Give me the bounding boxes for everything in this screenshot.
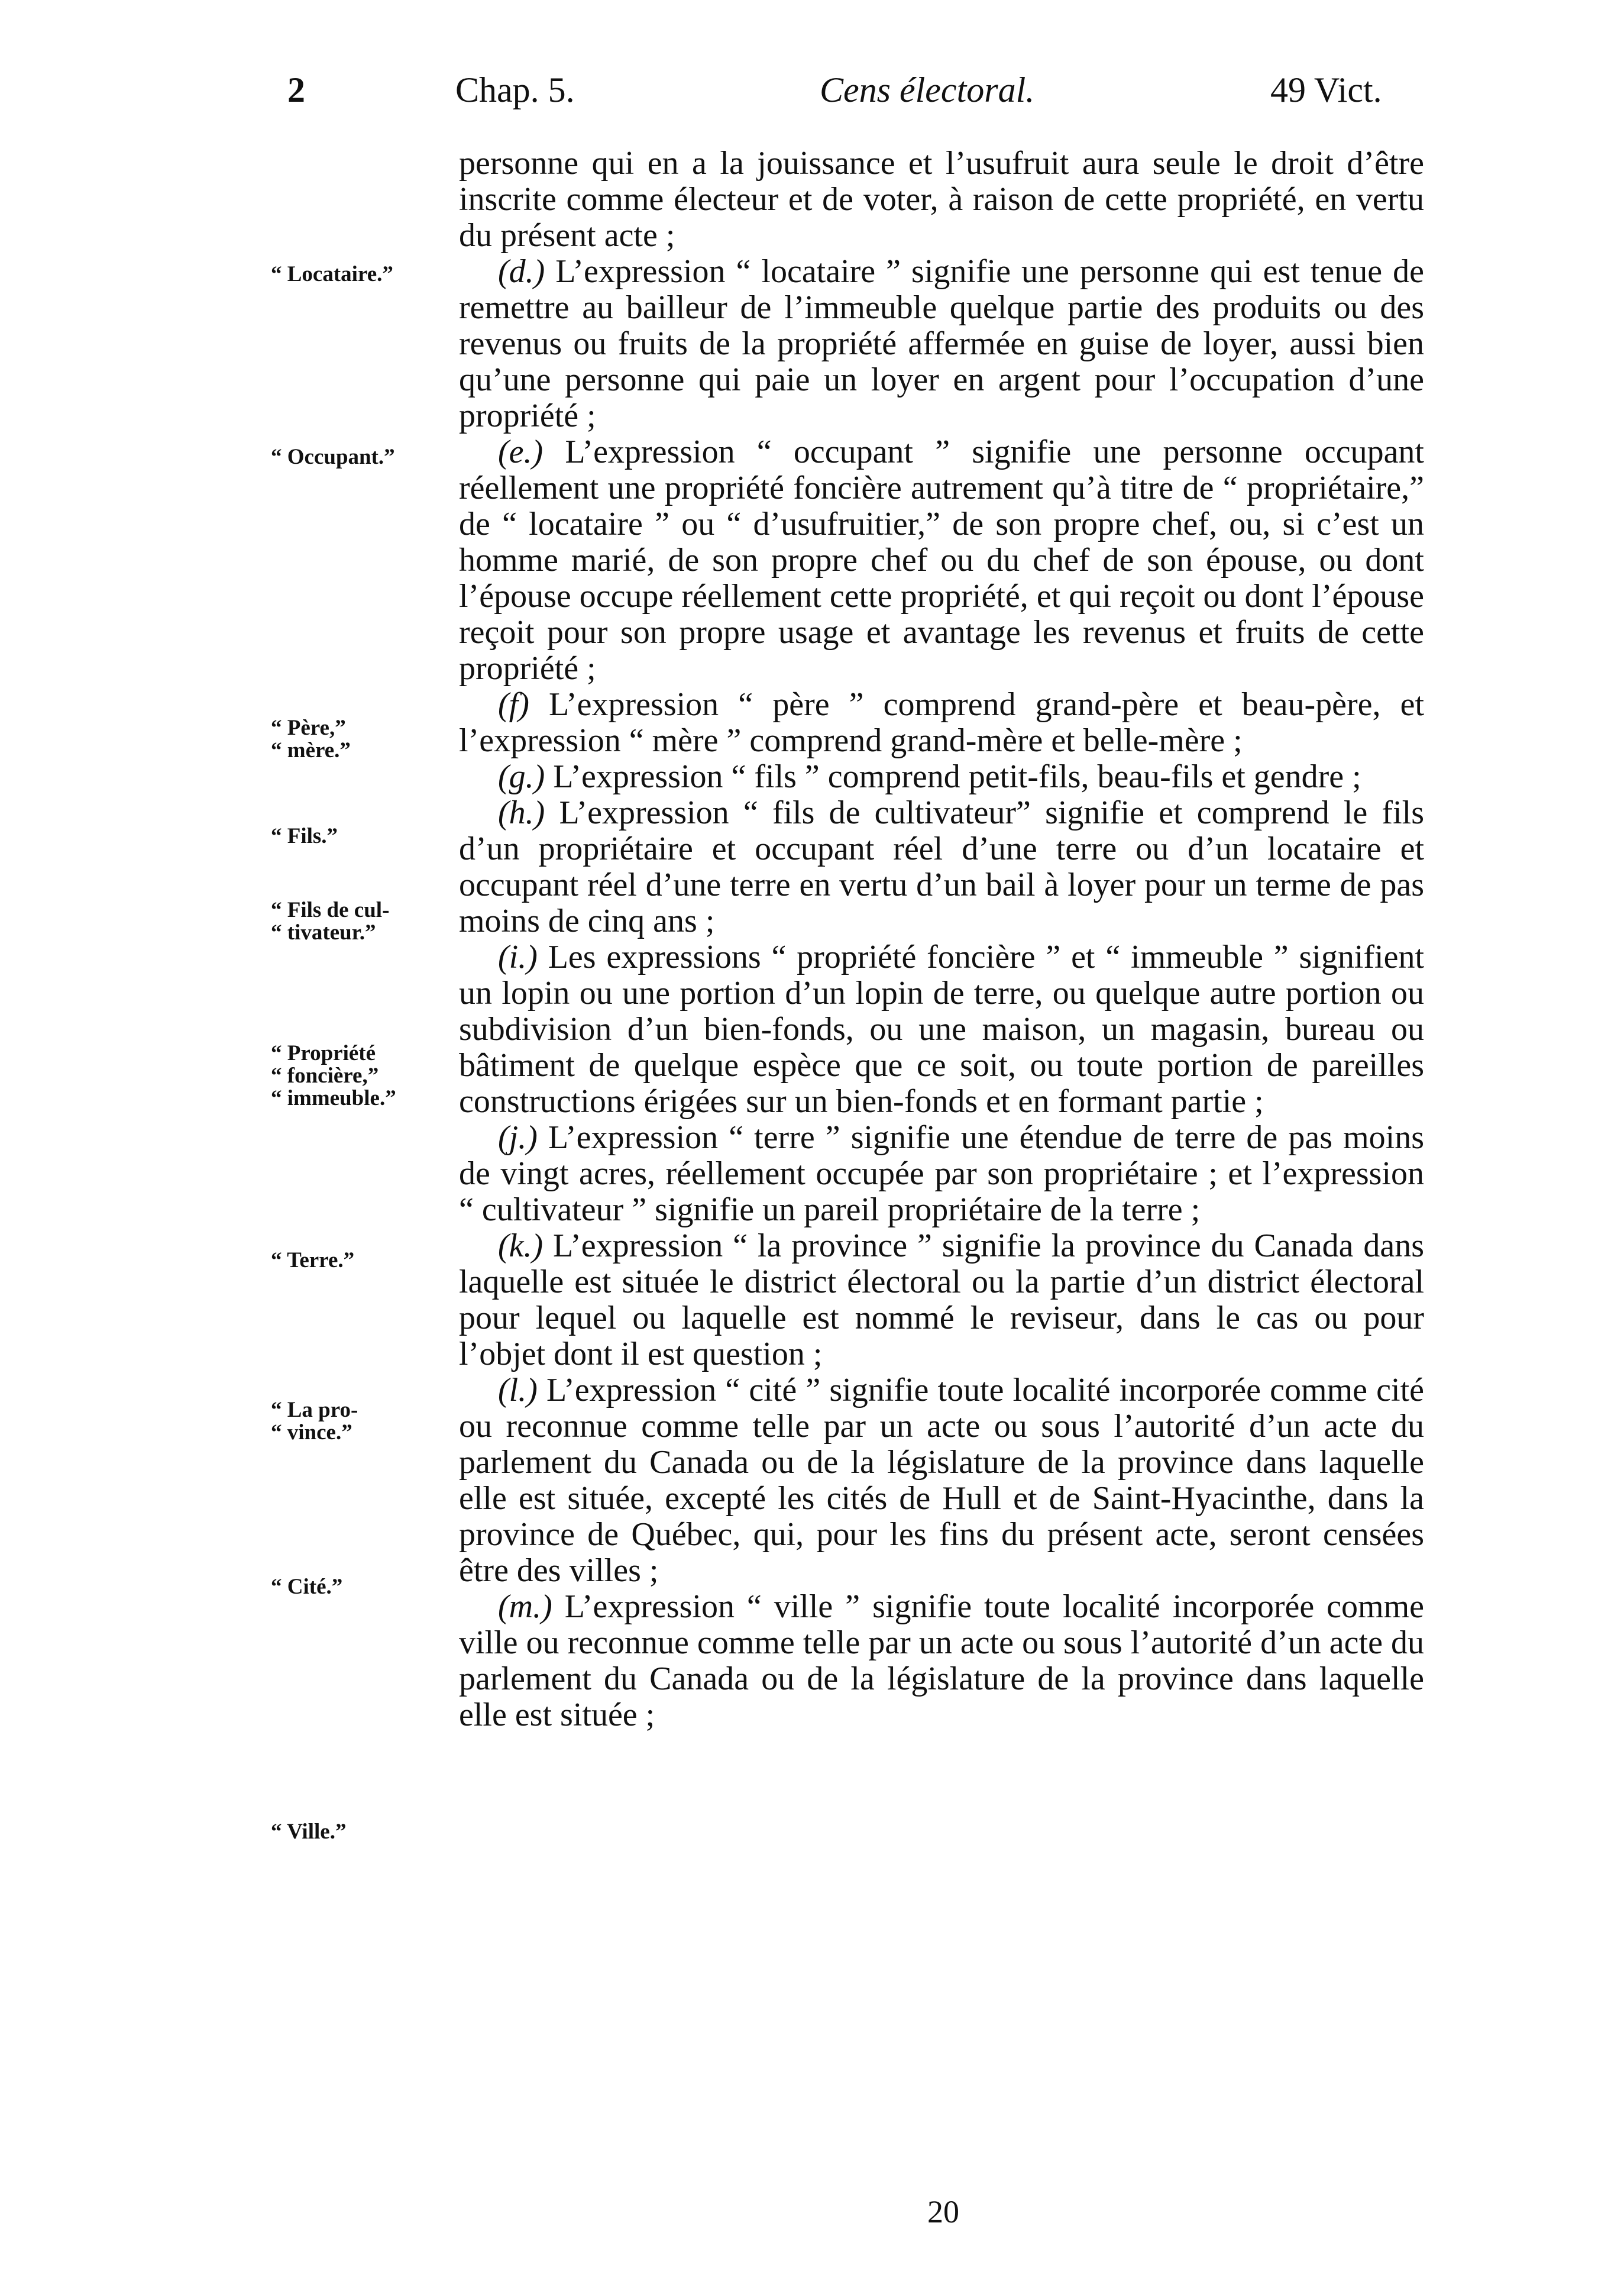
running-title: Cens électoral. [820,70,1035,109]
margin-note-la-province: “ La pro- “ vince.” [271,1398,358,1445]
clause-label: (h.) [498,794,545,831]
clause-text: L’expression “ fils ” comprend petit-fils, beau-fils et gendre ; [545,758,1361,795]
margin-note-locataire: “ Locataire.” [271,262,393,286]
clause-j [459,1120,1424,1228]
clause-h [459,795,1424,939]
clause-label: (d.) [498,253,545,290]
margin-note-fils-de-cultivateur: “ Fils de cul- “ tivateur.” [271,898,390,945]
margin-note-terre: “ Terre.” [271,1248,355,1272]
paragraph-continuation [459,146,1424,254]
clause-m [459,1589,1424,1733]
clause-text: L’expression “ la province ” signifie la province du Canada dans laquelle est située le district électoral ou la partie d’un district électoral pour lequel ou laquelle est nommé le reviseur, dans le cas ou pour l’objet dont il est question ; [459,1227,1424,1372]
clause-text: Les expressions “ propriété foncière ” et “ immeuble ” signifient un lopin ou une portion d’un lopin de terre, ou quelque autre portion ou subdivision d’un bien-fonds, ou une maison, un magasin, bureau ou bâtiment de quelque espèce que ce soit, ou toute portion de pareilles constructions érigées sur un bien-fonds et en formant partie ; [459,939,1424,1120]
clause-label: (k.) [498,1227,544,1264]
clause-label: (j.) [498,1119,538,1156]
clause-label: (m.) [498,1588,552,1625]
signature-mark: 20 [927,2194,959,2230]
margin-note-ville: “ Ville.” [271,1820,347,1844]
clause-i [459,939,1424,1120]
clause-text: L’expression “ père ” comprend grand-père et beau-père, et l’expression “ mère ” comprend grand-mère et belle-mère ; [459,686,1424,759]
margin-note-pere-mere: “ Père,” “ mère.” [271,716,351,763]
clause-e [459,434,1424,687]
chapter-label: Chap. 5. [455,70,575,109]
clause-text: L’expression “ terre ” signifie une étendue de terre de pas moins de vingt acres, réellement occupée par son propriétaire ; et l’expression “ cultivateur ” signifie un pareil propriétaire de la terre ; [459,1119,1424,1228]
clause-label: (g.) [498,758,545,795]
clause-label: (l.) [498,1372,538,1408]
clause-k [459,1228,1424,1372]
margin-note-fils: “ Fils.” [271,824,338,848]
clause-l [459,1372,1424,1589]
clause-d [459,254,1424,434]
clause-g [459,759,1424,795]
clause-f [459,687,1424,759]
running-header [0,70,1624,123]
clause-text: L’expression “ fils de cultivateur” signifie et comprend le fils d’un propriétaire et occupant réel d’une terre ou d’un locataire et occupant réel d’une terre en vertu d’un bail à loyer pour un terme de pas moins de cinq ans ; [459,794,1424,939]
clause-text: L’expression “ cité ” signifie toute localité incorporée comme cité ou reconnue comme telle par un acte ou sous l’autorité d’un acte du parlement du Canada ou de la législature de la province dans laquelle elle est située, excepté les cités de Hull et de Saint-Hyacinthe, dans la province de Québec, qui, pour les fins du présent acte, seront censées être des villes ; [459,1372,1424,1589]
clause-label: (f) [498,686,529,723]
clause-label: (e.) [498,434,544,470]
margin-note-cite: “ Cité.” [271,1575,343,1599]
clause-text: L’expression “ locataire ” signifie une personne qui est tenue de remettre au bailleur de l’immeuble quelque partie des produits ou des revenus ou fruits de la propriété affermée en guise de loyer, aussi bien qu’une personne qui paie un loyer en argent pour l’occupation d’une propriété ; [459,253,1424,434]
margin-note-occupant: “ Occupant.” [271,445,395,469]
paragraph-text: personne qui en a la jouissance et l’usufruit aura seule le droit d’être inscrite comme électeur et de voter, à raison de cette propriété, en vertu du présent acte ; [459,145,1424,254]
margin-note-propriete-fonciere: “ Propriété “ foncière,” “ immeuble.” [271,1041,396,1110]
clause-label: (i.) [498,939,538,975]
clause-text: L’expression “ ville ” signifie toute localité incorporée comme ville ou reconnue comme telle par un acte ou sous l’autorité d’un acte du parlement du Canada ou de la législature de la province dans laquelle elle est située ; [459,1588,1424,1733]
regnal-year: 49 Vict. [1270,70,1382,109]
statute-text [459,146,1424,1733]
page-number: 2 [287,70,305,109]
clause-text: L’expression “ occupant ” signifie une personne occupant réellement une propriété foncière autrement qu’à titre de “ propriétaire,” de “ locataire ” ou “ d’usufruitier,” de son propre chef, ou, si c’est un homme marié, de son propre chef ou du chef de son épouse, ou dont l’épouse occupe réellement cette propriété, et qui reçoit ou dont l’épouse reçoit pour son propre usage et avantage les revenus et fruits de cette propriété ; [459,434,1424,687]
